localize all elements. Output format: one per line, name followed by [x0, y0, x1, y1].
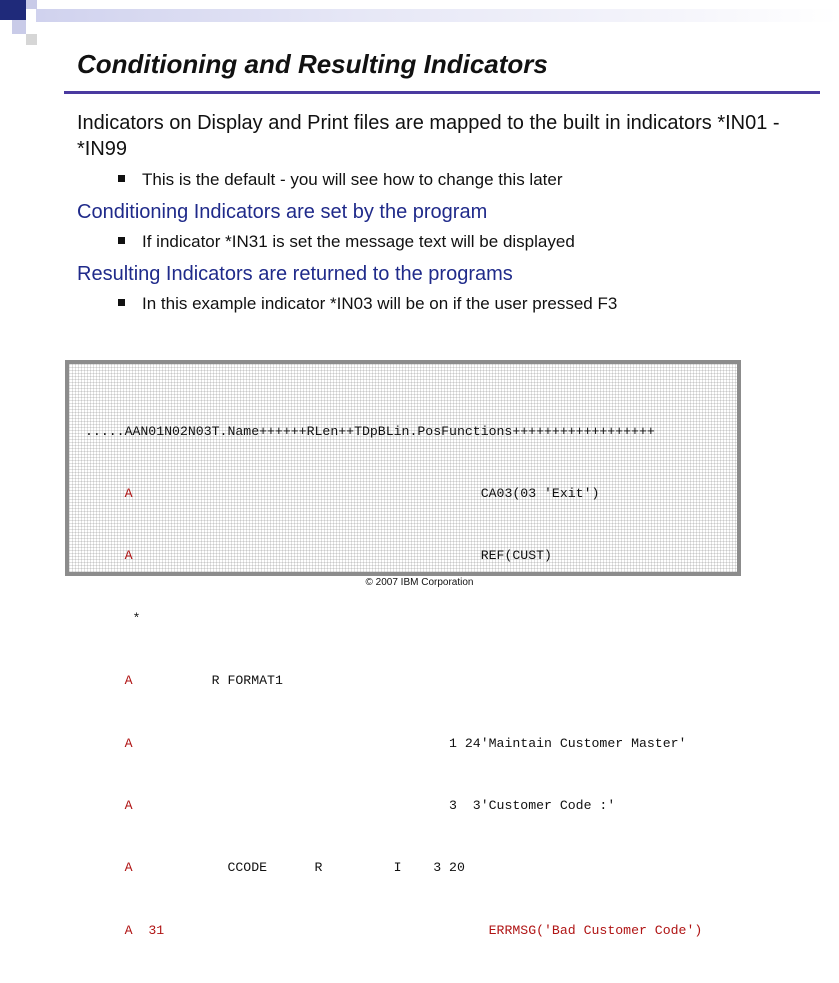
code-line: * [132, 610, 141, 626]
code-line: A R FORMAT1 [124, 673, 283, 689]
copyright-footer: © 2007 IBM Corporation [365, 577, 474, 588]
slide-title: Conditioning and Resulting Indicators [77, 49, 548, 79]
code-line: A CCODE R I 3 20 [124, 860, 465, 876]
intro-paragraph: Indicators on Display and Print files are mapped to the built in indicators *IN01 - *IN99 [77, 112, 780, 160]
square-bullet-icon [118, 237, 125, 244]
dds-source [85, 380, 702, 983]
code-line: A REF(CUST) [124, 548, 552, 564]
resulting-subpoint: In this example indicator *IN03 will be on if the user pressed F3 [118, 294, 617, 314]
square-bullet-icon [118, 175, 125, 182]
corner-square-lavender-2 [12, 20, 26, 34]
square-bullet-icon [118, 299, 125, 306]
corner-square-lavender [26, 0, 37, 9]
code-line: A 31 ERRMSG('Bad Customer Code') [124, 922, 703, 938]
resulting-point: Resulting Indicators are returned to the programs [77, 263, 513, 285]
code-header-line: .....AAN01N02N03T.Name++++++RLen++TDpBLin.PosFunctions++++++++++++++++++ [85, 423, 655, 439]
corner-square-navy [0, 0, 26, 20]
conditioning-point: Conditioning Indicators are set by the program [77, 201, 488, 223]
code-line: A 3 3'Customer Code :' [124, 797, 616, 813]
intro-subpoint: This is the default - you will see how to change this later [118, 170, 563, 190]
title-underline [64, 91, 820, 94]
conditioning-subpoint: If indicator *IN31 is set the message text will be displayed [118, 232, 575, 252]
header-band [36, 9, 839, 22]
code-line: A 1 24'Maintain Customer Master' [124, 735, 687, 751]
code-line: A CA03(03 'Exit') [124, 485, 600, 501]
corner-square-gray [26, 34, 37, 45]
